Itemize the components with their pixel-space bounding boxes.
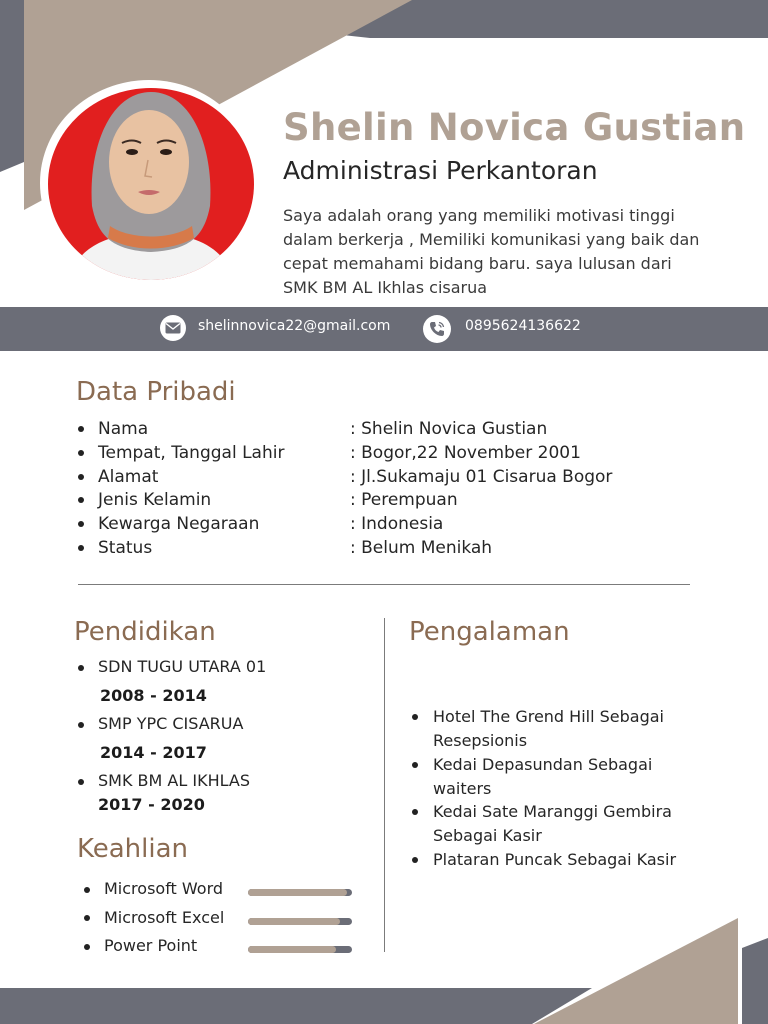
bullet-icon <box>78 545 84 551</box>
experience-item <box>412 848 682 872</box>
personal-field-value: : Shelin Novica Gustian <box>350 419 548 439</box>
contact-email[interactable]: shelinnovica22@gmail.com <box>198 318 391 334</box>
skill-item <box>84 936 197 955</box>
skill-name: Microsoft Word <box>104 879 224 898</box>
personal-field-label: Status <box>98 538 153 558</box>
job-title: Administrasi Perkantoran <box>283 156 598 185</box>
personal-field-value: : Belum Menikah <box>350 538 493 558</box>
about-summary: Saya adalah orang yang memiliki motivasi tinggi dalam berkerja , Memiliki komunikasi yang baik dan cepat memahami bidang baru. saya lulusan dari SMK BM AL Ikhlas cisarua <box>283 206 700 297</box>
divider-vertical <box>384 618 385 952</box>
bullet-icon <box>412 762 418 768</box>
education-years: 2008 - 2014 <box>100 686 207 705</box>
bullet-icon <box>78 450 84 456</box>
personal-data-row <box>78 490 458 510</box>
bullet-icon <box>78 722 84 728</box>
education-school <box>78 714 243 733</box>
bullet-icon <box>84 887 90 893</box>
personal-field-value: : Indonesia <box>350 514 444 535</box>
skill-item <box>84 879 223 898</box>
personal-field-label: Alamat <box>98 466 159 487</box>
section-heading-experience: Pengalaman <box>409 617 570 647</box>
bullet-icon <box>84 915 90 921</box>
phone-icon <box>423 315 451 343</box>
section-heading-personal: Data Pribadi <box>76 377 236 407</box>
personal-field-label: Nama <box>98 419 149 439</box>
education-years: 2014 - 2017 <box>100 743 207 762</box>
bullet-icon <box>78 497 84 503</box>
personal-field-value: : Jl.Sukamaju 01 Cisarua Bogor <box>350 466 613 487</box>
bullet-icon <box>412 857 418 863</box>
experience-text: Kedai Sate Maranggi Gembira Sebagai Kasir <box>433 802 672 845</box>
experience-text: Plataran Puncak Sebagai Kasir <box>433 850 677 869</box>
experience-item <box>412 800 682 848</box>
education-years: 2017 - 2020 <box>98 795 205 814</box>
school-name: SDN TUGU UTARA 01 <box>98 657 267 676</box>
personal-field-value: : Perempuan <box>350 490 458 511</box>
skill-level-fill <box>248 918 340 925</box>
skill-level-bar <box>248 946 352 953</box>
personal-data-row <box>78 419 547 439</box>
bullet-icon <box>412 714 418 720</box>
bullet-icon <box>78 521 84 527</box>
education-school <box>78 657 266 676</box>
contact-phone[interactable]: 0895624136622 <box>465 318 581 334</box>
personal-data-row <box>78 538 492 558</box>
experience-item <box>412 753 682 801</box>
bullet-icon <box>84 944 90 950</box>
school-name: SMK BM AL IKHLAS <box>98 771 250 790</box>
personal-data-row <box>78 514 443 534</box>
section-heading-skills: Keahlian <box>77 834 189 864</box>
skill-level-fill <box>248 946 336 953</box>
skill-level-bar <box>248 918 352 925</box>
personal-data-row <box>78 443 581 463</box>
experience-text: Kedai Depasundan Sebagai waiters <box>433 755 653 798</box>
skill-level-fill <box>248 889 347 896</box>
personal-field-label: Kewarga Negaraan <box>98 514 260 535</box>
profile-photo <box>48 88 254 280</box>
school-name: SMP YPC CISARUA <box>98 714 244 733</box>
envelope-icon <box>160 315 186 341</box>
personal-field-label: Tempat, Tanggal Lahir <box>98 442 285 463</box>
bullet-icon <box>78 474 84 480</box>
personal-field-value: : Bogor,22 November 2001 <box>350 442 581 463</box>
skill-level-bar <box>248 889 352 896</box>
bullet-icon <box>412 809 418 815</box>
experience-text: Hotel The Grend Hill Sebagai Resepsionis <box>433 707 664 750</box>
experience-item <box>412 705 682 753</box>
candidate-name: Shelin Novica Gustian <box>283 106 746 149</box>
section-heading-education: Pendidikan <box>74 617 216 647</box>
skill-item <box>84 908 224 927</box>
personal-field-label: Jenis Kelamin <box>98 490 212 511</box>
bullet-icon <box>78 779 84 785</box>
skill-name: Power Point <box>104 936 198 955</box>
bullet-icon <box>78 665 84 671</box>
skill-name: Microsoft Excel <box>104 907 225 927</box>
education-school <box>78 771 250 790</box>
divider-horizontal <box>78 584 690 585</box>
bullet-icon <box>78 426 84 432</box>
personal-data-row <box>78 467 612 487</box>
